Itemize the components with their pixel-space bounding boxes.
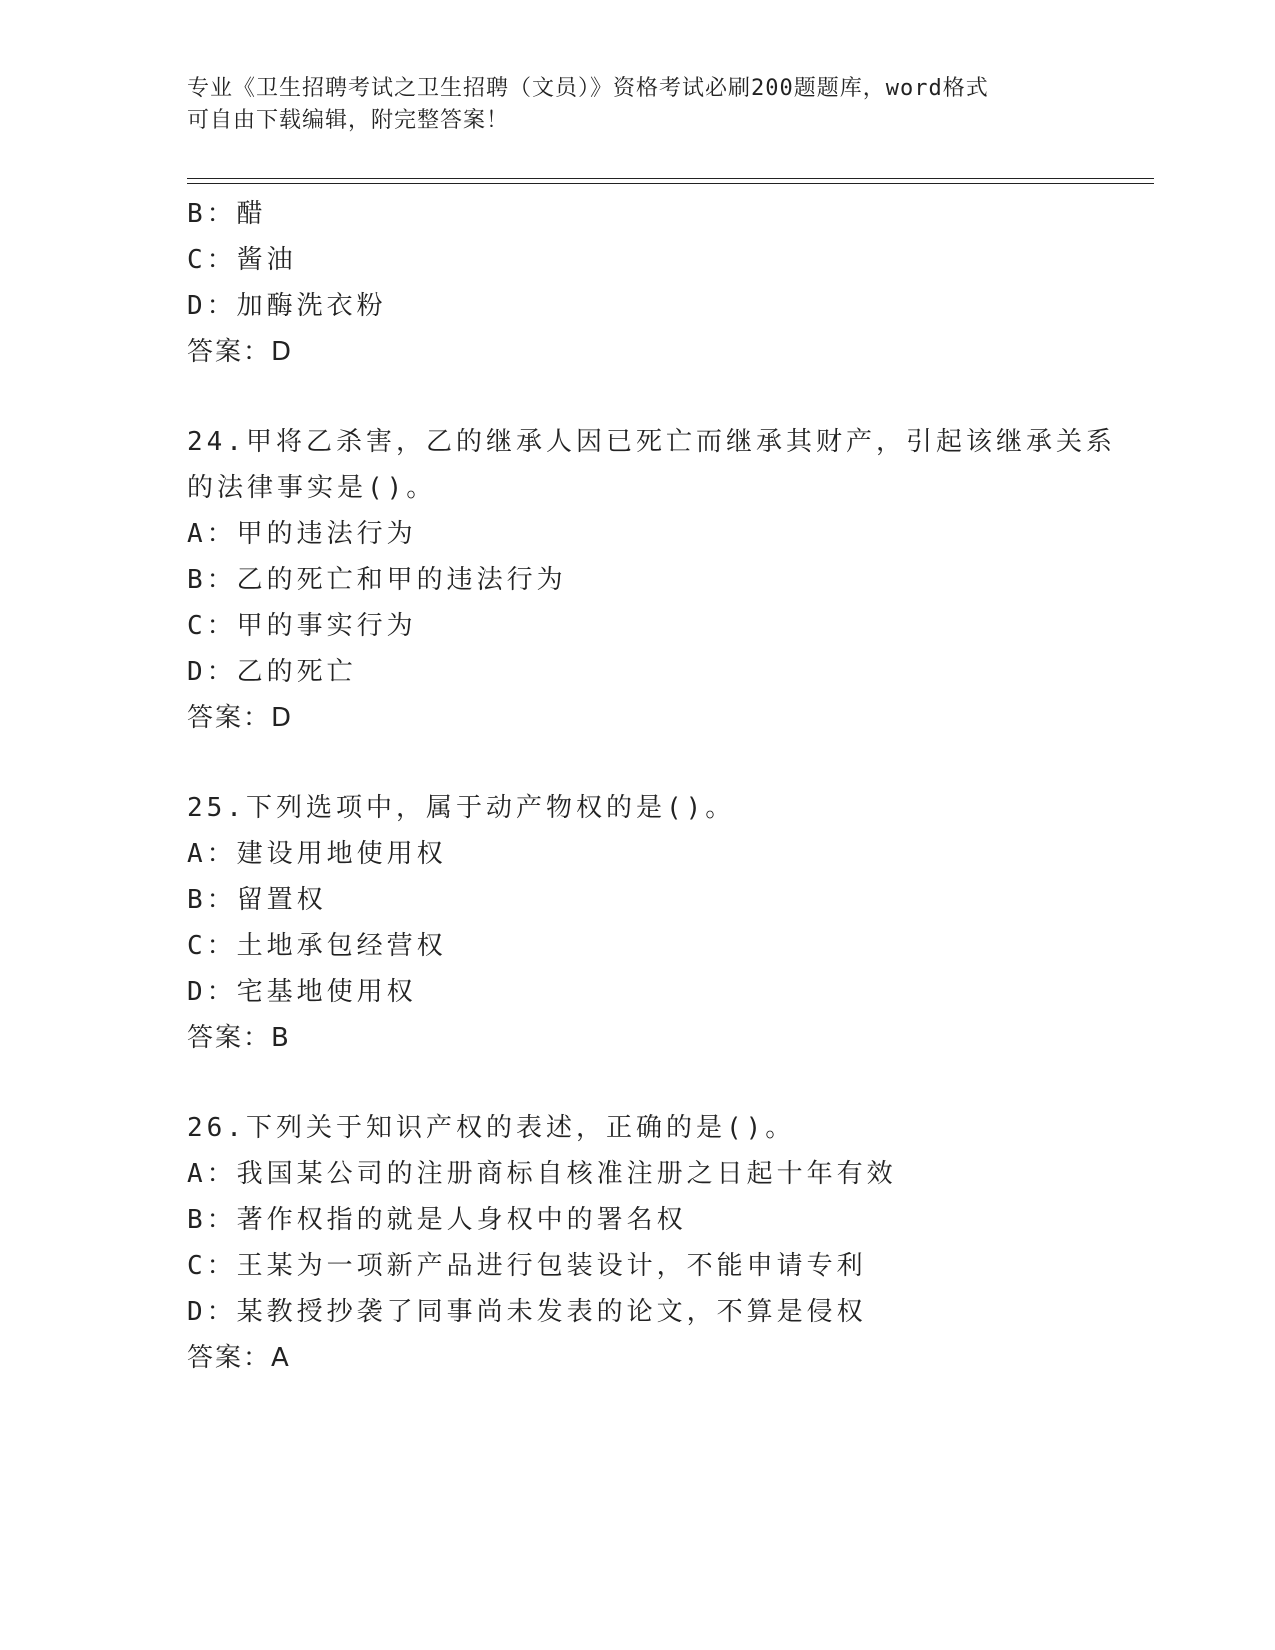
question-26 [187,1105,1087,1381]
option-d: D：宅基地使用权 [187,977,417,1007]
option-b: B：留置权 [187,885,327,915]
answer: 答案：A [187,1343,291,1373]
option-c: C：甲的事实行为 [187,611,417,641]
option-a: A：甲的违法行为 [187,519,417,549]
option-c: C：土地承包经营权 [187,931,447,961]
header-rule-bottom [187,183,1154,184]
question-stem-line-1: 25.下列选项中，属于动产物权的是()。 [187,793,736,823]
answer: 答案：B [187,1023,291,1053]
header-rule-top [187,178,1154,179]
option-b: B：乙的死亡和甲的违法行为 [187,565,567,595]
question-stem-line-1: 26.下列关于知识产权的表述，正确的是()。 [187,1113,796,1143]
option-b: B：著作权指的就是人身权中的署名权 [187,1205,687,1235]
question-content [187,191,1116,1381]
header-line-2: 可自由下载编辑，附完整答案！ [187,108,510,133]
question-stem-line-1: 24.甲将乙杀害，乙的继承人因已死亡而继承其财产，引起该继承关系 [187,427,1116,457]
option-c: C：王某为一项新产品进行包装设计，不能申请专利 [187,1251,867,1281]
option-a: A：我国某公司的注册商标自核准注册之日起十年有效 [187,1159,897,1189]
option-a: A：建设用地使用权 [187,839,447,869]
question-stem-line-2: 的法律事实是()。 [187,473,437,503]
question-23 [187,191,1087,375]
answer: 答案：D [187,337,294,367]
document-header [187,73,1087,137]
option-b: B：醋 [187,199,267,229]
option-c: C：酱油 [187,245,297,275]
question-24 [187,419,1116,741]
answer: 答案：D [187,703,294,733]
question-25 [187,785,1087,1061]
header-line-1: 专业《卫生招聘考试之卫生招聘（文员）》资格考试必刷200题题库，word格式 [187,76,989,101]
option-d: D：某教授抄袭了同事尚未发表的论文，不算是侵权 [187,1297,867,1327]
option-d: D：加酶洗衣粉 [187,291,387,321]
option-d: D：乙的死亡 [187,657,357,687]
